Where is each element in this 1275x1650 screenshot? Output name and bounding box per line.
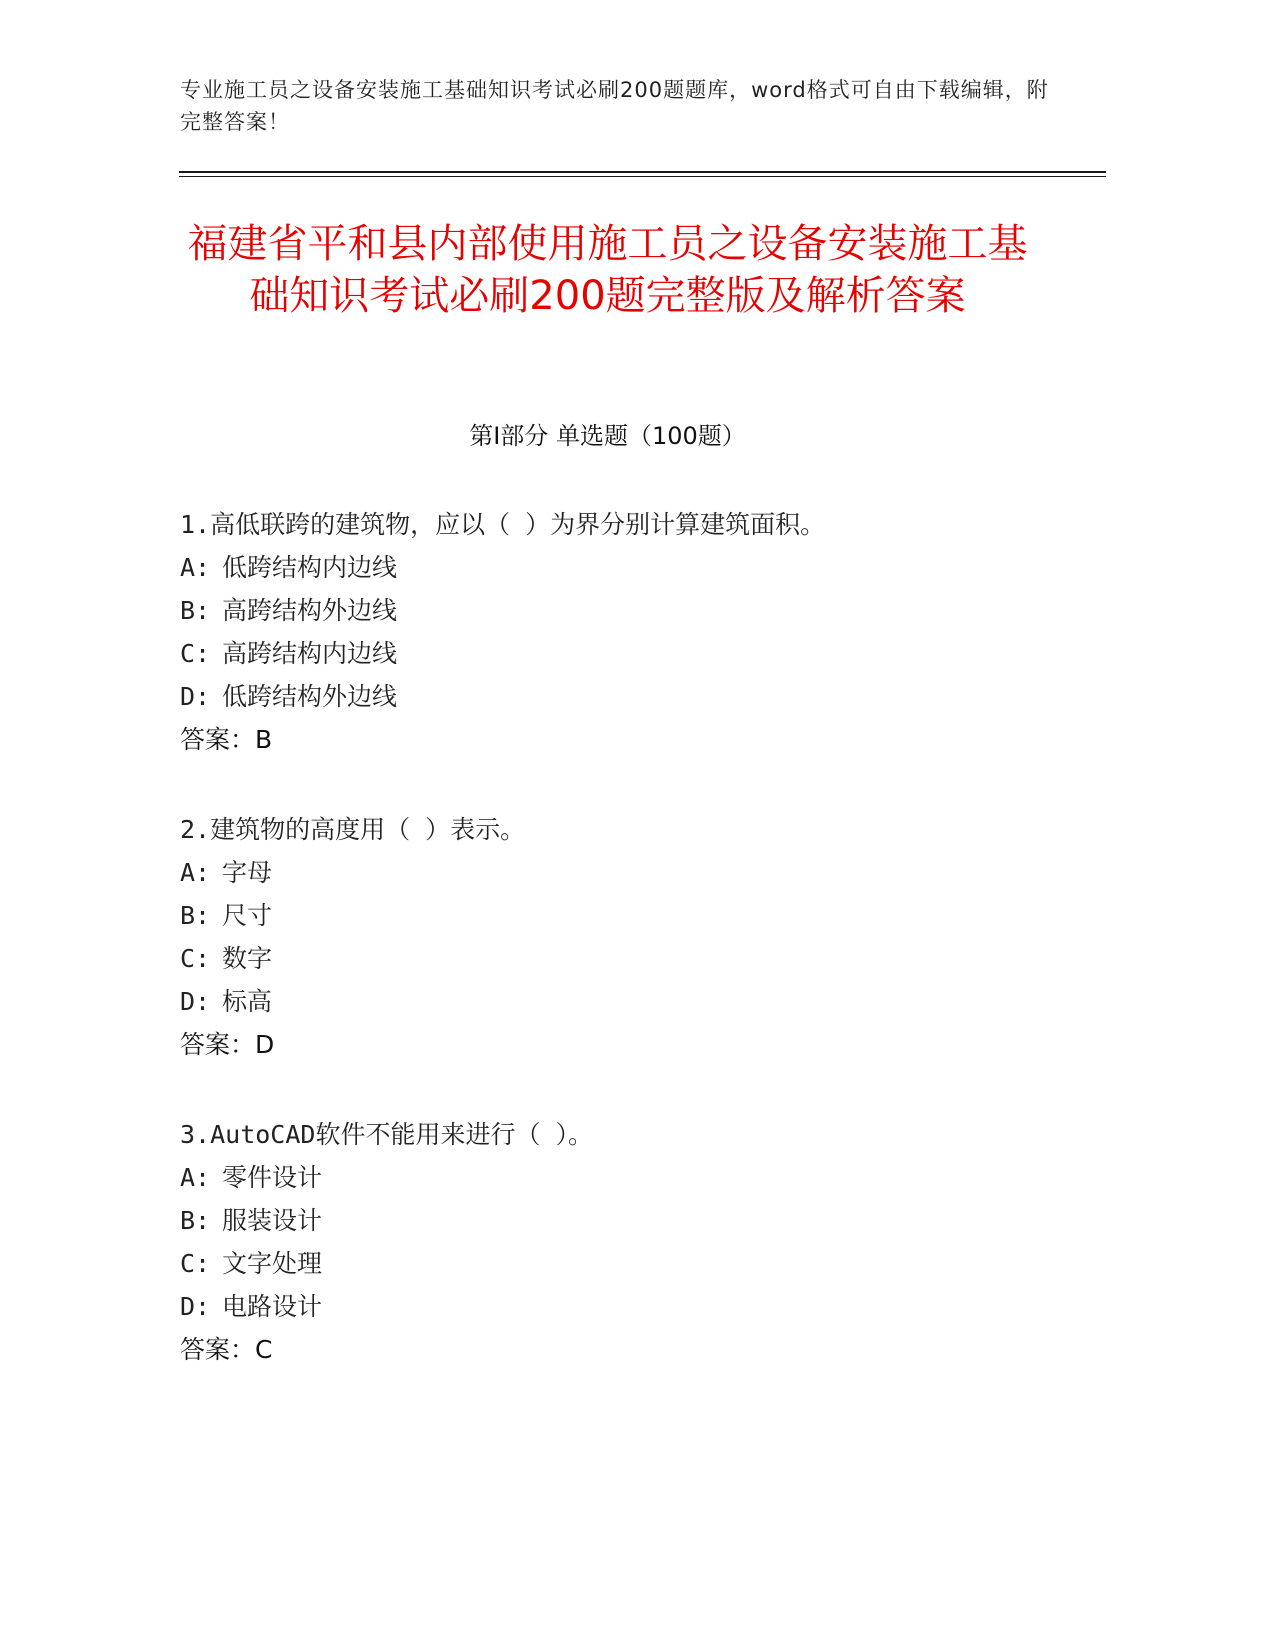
option-text: 数字 <box>222 944 273 973</box>
option-letter: B: <box>180 596 211 625</box>
option-c <box>180 1242 1080 1285</box>
question-2 <box>180 808 1080 1066</box>
option-c <box>180 937 1080 980</box>
answer-prefix: 答案： <box>180 725 256 754</box>
header-rule-thin <box>179 176 1106 177</box>
option-c <box>180 632 1080 675</box>
option-letter: B: <box>180 901 211 930</box>
option-letter: C: <box>180 1249 211 1278</box>
option-letter: A: <box>180 858 211 887</box>
answer-value: D <box>255 1030 275 1059</box>
question-stem: 2.建筑物的高度用（ ）表示。 <box>180 815 526 844</box>
option-letter: C: <box>180 944 211 973</box>
option-b <box>180 589 1080 632</box>
question-stem: 1.高低联跨的建筑物，应以（ ）为界分别计算建筑面积。 <box>180 510 826 539</box>
option-b <box>180 1199 1080 1242</box>
option-letter: D: <box>180 1292 211 1321</box>
option-letter: B: <box>180 1206 211 1235</box>
question-3 <box>180 1113 1080 1371</box>
answer-value: B <box>255 725 273 754</box>
option-letter: D: <box>180 987 211 1016</box>
document-title: 福建省平和县内部使用施工员之设备安装施工基础知识考试必刷200题完整版及解析答案 <box>187 221 1028 319</box>
question-stem: 3.AutoCAD软件不能用来进行（ ）。 <box>180 1120 594 1149</box>
option-text: 尺寸 <box>222 901 273 930</box>
option-text: 低跨结构内边线 <box>222 553 398 582</box>
option-b <box>180 894 1080 937</box>
option-text: 电路设计 <box>222 1292 323 1321</box>
option-text: 零件设计 <box>222 1163 323 1192</box>
answer-line <box>180 718 1080 761</box>
option-text: 低跨结构外边线 <box>222 682 398 711</box>
option-letter: A: <box>180 553 211 582</box>
answer-value: C <box>255 1335 273 1364</box>
option-letter: D: <box>180 682 211 711</box>
header-rule-thick <box>179 171 1106 173</box>
question-1 <box>180 503 1080 761</box>
option-d <box>180 980 1080 1023</box>
option-d <box>180 1285 1080 1328</box>
option-text: 字母 <box>222 858 273 887</box>
option-letter: A: <box>180 1163 211 1192</box>
option-d <box>180 675 1080 718</box>
option-a <box>180 1156 1080 1199</box>
option-text: 文字处理 <box>222 1249 323 1278</box>
option-text: 标高 <box>222 987 273 1016</box>
answer-prefix: 答案： <box>180 1335 256 1364</box>
answer-line <box>180 1328 1080 1371</box>
answer-line <box>180 1023 1080 1066</box>
option-text: 高跨结构外边线 <box>222 596 398 625</box>
option-a <box>180 851 1080 894</box>
header-note: 专业施工员之设备安装施工基础知识考试必刷200题题库，word格式可自由下载编辑，附完整答案！ <box>180 78 1049 134</box>
answer-prefix: 答案： <box>180 1030 256 1059</box>
option-text: 服装设计 <box>222 1206 323 1235</box>
section-title: 第I部分 单选题（100题） <box>469 422 746 450</box>
option-letter: C: <box>180 639 211 668</box>
option-a <box>180 546 1080 589</box>
option-text: 高跨结构内边线 <box>222 639 398 668</box>
